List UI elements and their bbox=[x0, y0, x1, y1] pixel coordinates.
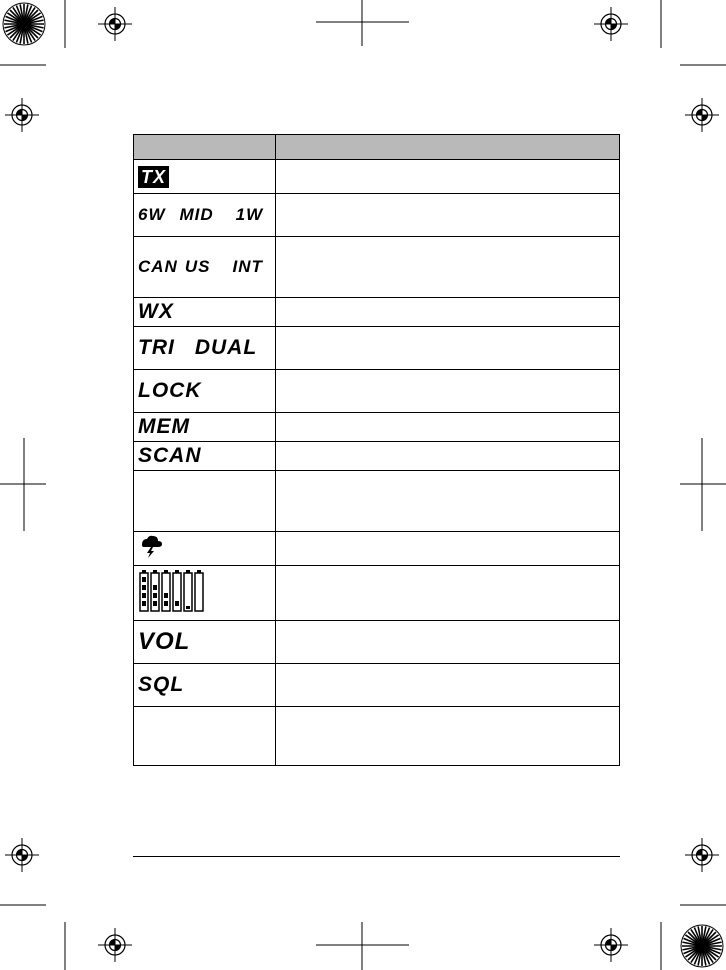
table-row bbox=[134, 327, 620, 370]
description-cell bbox=[276, 621, 620, 664]
description-cell bbox=[276, 194, 620, 237]
description-cell bbox=[276, 160, 620, 194]
display-icons-table-container bbox=[133, 134, 619, 766]
description-cell bbox=[276, 442, 620, 471]
table-row bbox=[134, 707, 620, 766]
description-cell bbox=[276, 370, 620, 413]
icon-cell bbox=[134, 664, 276, 707]
icon-cell bbox=[134, 442, 276, 471]
power-6w-icon: 6W bbox=[138, 205, 166, 224]
icon-cell bbox=[134, 532, 276, 566]
icon-cell bbox=[134, 413, 276, 442]
weather-alert-icon bbox=[138, 533, 164, 559]
description-cell bbox=[276, 413, 620, 442]
table-row bbox=[134, 442, 620, 471]
icon-cell bbox=[134, 471, 276, 532]
table-row bbox=[134, 471, 620, 532]
battery-level-icon bbox=[138, 568, 210, 614]
icon-cell bbox=[134, 621, 276, 664]
icon-cell bbox=[134, 237, 276, 298]
description-cell bbox=[276, 237, 620, 298]
table-row bbox=[134, 664, 620, 707]
icon-cell bbox=[134, 327, 276, 370]
icon-cell bbox=[134, 194, 276, 237]
description-cell bbox=[276, 471, 620, 532]
table-row bbox=[134, 532, 620, 566]
table-row bbox=[134, 160, 620, 194]
description-cell bbox=[276, 566, 620, 621]
footer-rule bbox=[133, 856, 620, 857]
icon-cell bbox=[134, 566, 276, 621]
table-row bbox=[134, 621, 620, 664]
table-row bbox=[134, 237, 620, 298]
table-header-row bbox=[134, 135, 620, 160]
header-icon-column bbox=[134, 135, 276, 160]
description-cell bbox=[276, 298, 620, 327]
watch-dual-icon: DUAL bbox=[194, 336, 258, 359]
icon-cell bbox=[134, 707, 276, 766]
icon-cell bbox=[134, 160, 276, 194]
icon-cell bbox=[134, 298, 276, 327]
wx-icon: WX bbox=[138, 300, 174, 323]
mem-icon: MEM bbox=[138, 415, 190, 438]
region-can-icon: CAN bbox=[138, 257, 178, 276]
description-cell bbox=[276, 532, 620, 566]
region-us-icon: US bbox=[184, 257, 211, 276]
description-cell bbox=[276, 664, 620, 707]
table-row bbox=[134, 566, 620, 621]
table-row bbox=[134, 298, 620, 327]
power-1w-icon: 1W bbox=[235, 205, 264, 224]
description-cell bbox=[276, 707, 620, 766]
table-row bbox=[134, 413, 620, 442]
description-cell bbox=[276, 327, 620, 370]
scan-icon: SCAN bbox=[138, 444, 202, 467]
region-int-icon: INT bbox=[232, 257, 263, 276]
power-mid-icon: MID bbox=[179, 205, 214, 224]
icon-cell bbox=[134, 370, 276, 413]
lock-icon: LOCK bbox=[138, 379, 202, 402]
display-icons-table bbox=[133, 134, 620, 766]
tx-icon: TX bbox=[138, 166, 169, 188]
table-row bbox=[134, 194, 620, 237]
vol-icon: VOL bbox=[138, 628, 191, 655]
header-description-column bbox=[276, 135, 620, 160]
watch-tri-icon: TRI bbox=[138, 336, 175, 359]
sql-icon: SQL bbox=[138, 673, 185, 696]
table-row bbox=[134, 370, 620, 413]
